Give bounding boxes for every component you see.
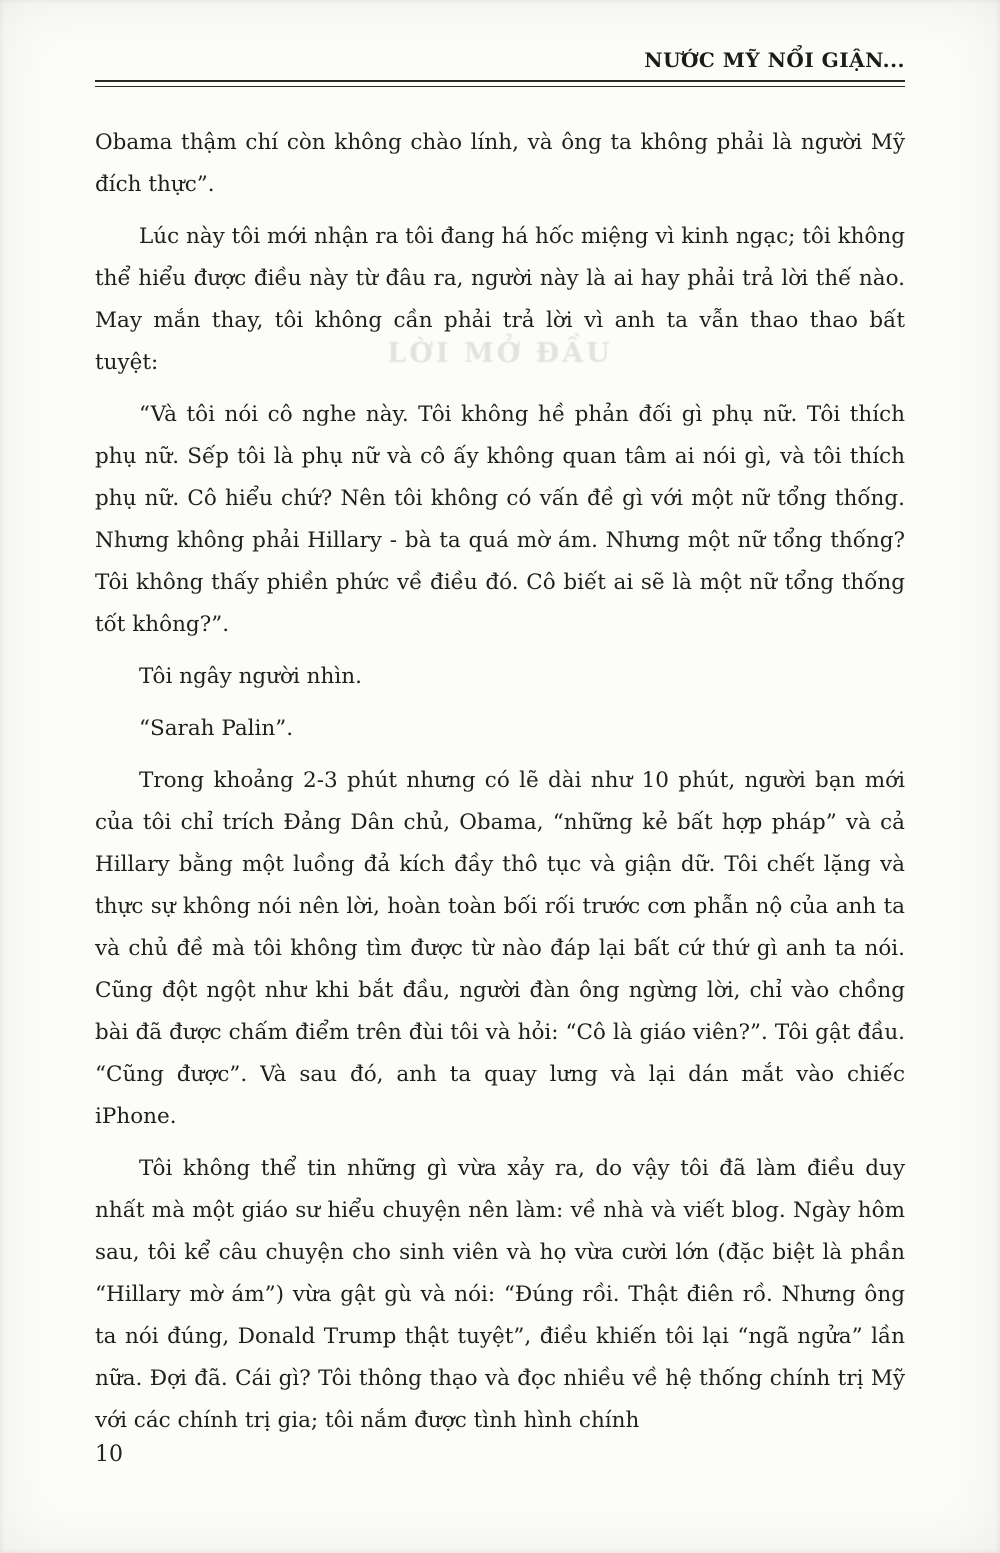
paragraph: “Và tôi nói cô nghe này. Tôi không hề phản đối gì phụ nữ. Tôi thích phụ nữ. Sếp tôi là phụ nữ và cô ấy không quan tâm ai nói gì, và tôi thích phụ nữ. Cô hiểu chứ? Nên tôi không có vấn đề gì với một nữ tổng thống. Nhưng không phải Hillary - bà ta quá mờ ám. Nhưng một nữ tổng thống? Tôi không thấy phiền phức về điều đó. Cô biết ai sẽ là một nữ tổng thống tốt không?”. xyxy=(95,402,905,637)
paragraph: “Sarah Palin”. xyxy=(139,716,294,741)
header-rule xyxy=(95,80,905,87)
body-text xyxy=(95,122,905,1452)
running-header: NƯỚC MỸ NỔI GIẬN... xyxy=(644,48,905,72)
bleed-through-text: LỜI MỞ ĐẦU xyxy=(387,338,613,369)
paragraph: Tôi không thể tin những gì vừa xảy ra, do vậy tôi đã làm điều duy nhất mà một giáo sư hiểu chuyện nên làm: về nhà và viết blog. Ngày hôm sau, tôi kể câu chuyện cho sinh viên và họ vừa cười lớn (đặc biệt là phần “Hillary mờ ám”) vừa gật gù và nói: “Đúng rồi. Thật điên rồ. Nhưng ông ta nói đúng, Donald Trump thật tuyệt”, điều khiến tôi lại “ngã ngửa” lần nữa. Đợi đã. Cái gì? Tôi thông thạo và đọc nhiều về hệ thống chính trị Mỹ với các chính trị gia; tôi nắm được tình hình chính xyxy=(95,1156,905,1433)
paragraph: Obama thậm chí còn không chào lính, và ông ta không phải là người Mỹ đích thực”. xyxy=(95,130,905,197)
page-number: 10 xyxy=(95,1442,123,1467)
paragraph: Lúc này tôi mới nhận ra tôi đang há hốc miệng vì kinh ngạc; tôi không thể hiểu được điều này từ đâu ra, người này là ai hay phải trả lời thế nào. May mắn thay, tôi không cần phải trả lời vì anh ta vẫn thao thao bất tuyệt: xyxy=(95,224,905,375)
paragraph: Trong khoảng 2-3 phút nhưng có lẽ dài như 10 phút, người bạn mới của tôi chỉ trích Đảng Dân chủ, Obama, “những kẻ bất hợp pháp” và cả Hillary bằng một luồng đả kích đầy thô tục và giận dữ. Tôi chết lặng và thực sự không nói nên lời, hoàn toàn bối rối trước cơn phẫn nộ của anh ta và chủ đề mà tôi không tìm được từ nào đáp lại bất cứ thứ gì anh ta nói. Cũng đột ngột như khi bắt đầu, người đàn ông ngừng lời, chỉ vào chồng bài đã được chấm điểm trên đùi tôi và hỏi: “Cô là giáo viên?”. Tôi gật đầu. “Cũng được”. Và sau đó, anh ta quay lưng và lại dán mắt vào chiếc iPhone. xyxy=(95,768,905,1129)
paragraph: Tôi ngây người nhìn. xyxy=(139,664,362,689)
